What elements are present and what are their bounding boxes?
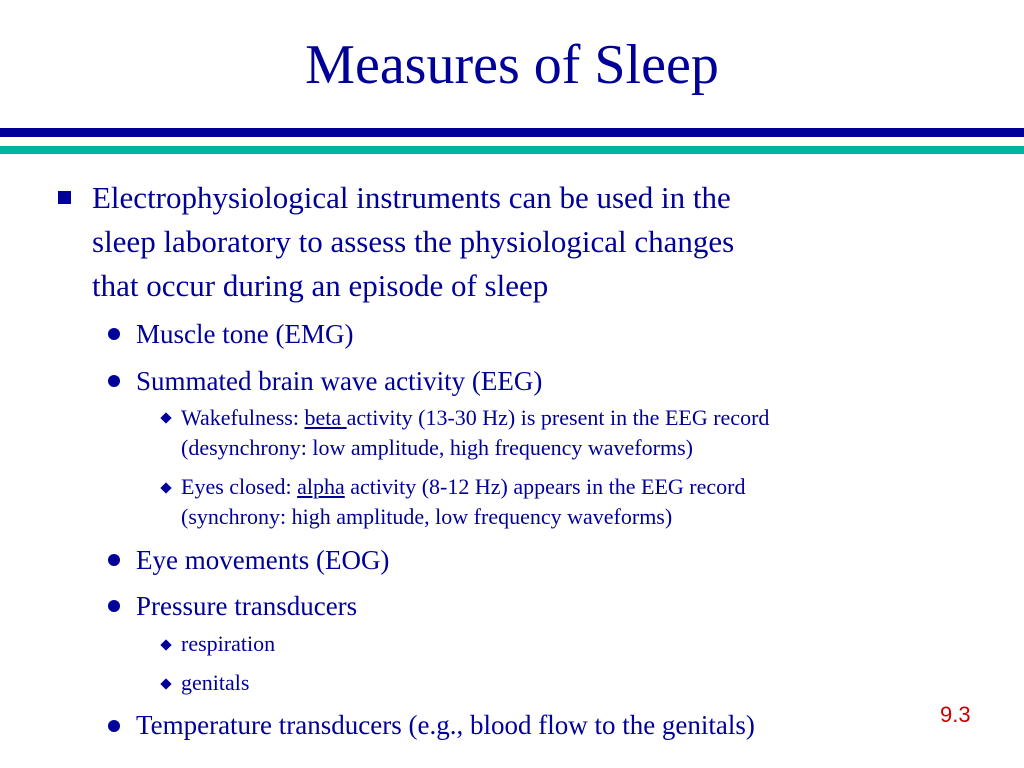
bullet-eyes-closed-line-1 xyxy=(181,472,745,502)
diamond-bullet-icon xyxy=(160,639,171,650)
square-bullet-icon xyxy=(58,191,71,204)
eyes-closed-label: Eyes closed: xyxy=(181,474,298,499)
bullet-temperature: Temperature transducers (e.g., blood flow to the genitals) xyxy=(136,710,755,740)
bullet-eeg: Summated brain wave activity (EEG) xyxy=(136,366,543,396)
main-bullet-line-1: Electrophysiological instruments can be used in the xyxy=(92,180,731,215)
bullet-respiration: respiration xyxy=(181,631,276,656)
main-bullet-line-3: that occur during an episode of sleep xyxy=(92,268,549,303)
eyes-closed-description: activity (8-12 Hz) appears in the EEG record xyxy=(344,474,746,499)
alpha-term: alpha xyxy=(297,474,345,499)
round-bullet-icon xyxy=(108,554,120,566)
beta-term: beta xyxy=(304,405,347,430)
bullet-emg: Muscle tone (EMG) xyxy=(136,319,354,349)
round-bullet-icon xyxy=(108,375,120,387)
bullet-pressure: Pressure transducers xyxy=(136,591,358,621)
main-bullet-line-2: sleep laboratory to assess the physiological changes xyxy=(92,224,735,259)
bullet-wakefulness-line-1 xyxy=(181,403,769,433)
page-number: 9.3 xyxy=(940,702,971,727)
slide-title: Measures of Sleep xyxy=(305,34,719,96)
wakefulness-label: Wakefulness: xyxy=(181,405,305,430)
bullet-eyes-closed-line-2: (synchrony: high amplitude, low frequency waveforms) xyxy=(181,504,673,529)
round-bullet-icon xyxy=(108,720,120,732)
diamond-bullet-icon xyxy=(160,482,171,493)
round-bullet-icon xyxy=(108,600,120,612)
diamond-bullet-icon xyxy=(160,678,171,689)
bullet-wakefulness-line-2: (desynchrony: low amplitude, high frequency waveforms) xyxy=(181,435,693,460)
bullet-eog: Eye movements (EOG) xyxy=(136,545,390,575)
wakefulness-description: activity (13-30 Hz) is present in the EEG record xyxy=(346,405,770,430)
diamond-bullet-icon xyxy=(160,412,171,423)
round-bullet-icon xyxy=(108,328,120,340)
bullet-genitals: genitals xyxy=(181,670,250,695)
